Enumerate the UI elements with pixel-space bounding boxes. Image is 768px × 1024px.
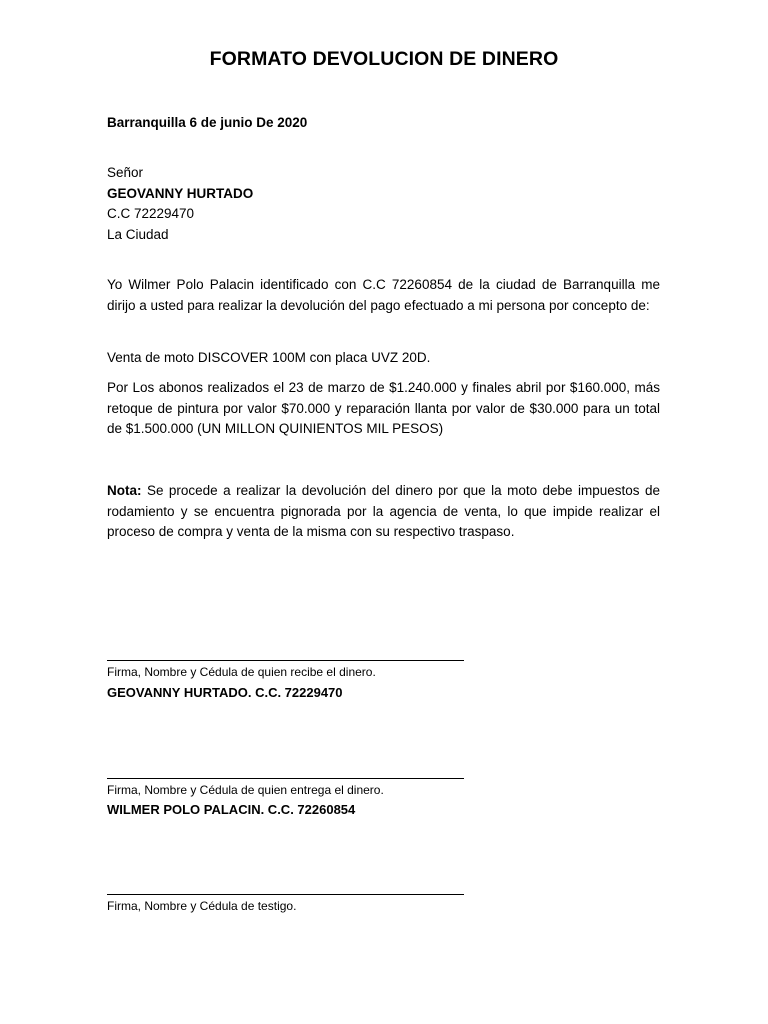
date-line: Barranquilla 6 de junio De 2020 xyxy=(107,115,308,130)
recipient-name: GEOVANNY HURTADO xyxy=(107,186,254,201)
note-paragraph xyxy=(107,481,660,543)
note-label: Nota: xyxy=(107,483,142,498)
recipient-salutation: Señor xyxy=(107,165,144,180)
recipient-id: C.C 72229470 xyxy=(107,206,195,221)
body-paragraph-payments: Por Los abonos realizados el 23 de marzo de $1.240.000 y finales abril por $160.000, más retoque de pintura por valor $70.000 y reparación llanta por valor de $30.000 para un total de $1.500.000 (UN MILLON QUINIENTOS MIL PESOS) xyxy=(107,380,660,436)
signature-line xyxy=(107,778,464,779)
signature-label: Firma, Nombre y Cédula de quien entrega el dinero. xyxy=(107,783,384,797)
note-text: Se procede a realizar la devolución del dinero por que la moto debe impuestos de rodamiento y se encuentra pignorada por la agencia de venta, lo que impide realizar el proceso de compra y venta de la misma con su respectivo traspaso. xyxy=(107,483,660,539)
signature-label: Firma, Nombre y Cédula de testigo. xyxy=(107,899,297,913)
document-title: FORMATO DEVOLUCION DE DINERO xyxy=(209,48,559,70)
signature-line xyxy=(107,660,464,661)
recipient-city: La Ciudad xyxy=(107,227,169,242)
body-paragraph-sale: Venta de moto DISCOVER 100M con placa UVZ 20D. xyxy=(107,350,431,365)
signature-name: GEOVANNY HURTADO. C.C. 72229470 xyxy=(107,685,343,700)
body-paragraph-intro: Yo Wilmer Polo Palacin identificado con C.C 72260854 de la ciudad de Barranquilla me dirijo a usted para realizar la devolución del pago efectuado a mi persona por concepto de: xyxy=(107,277,660,313)
signature-label: Firma, Nombre y Cédula de quien recibe el dinero. xyxy=(107,665,376,679)
signature-line xyxy=(107,894,464,895)
signature-name: WILMER POLO PALACIN. C.C. 72260854 xyxy=(107,802,356,817)
